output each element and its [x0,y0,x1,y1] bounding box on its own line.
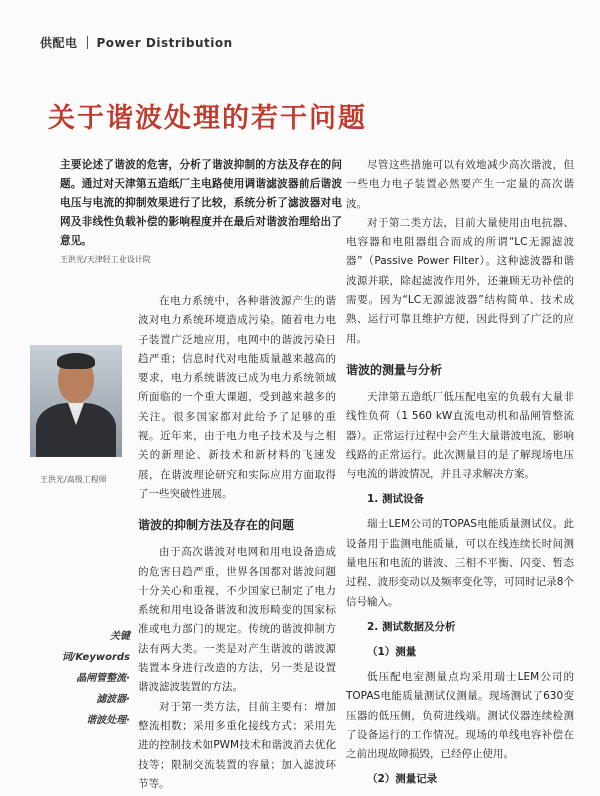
section-name-en: Power Distribution [96,36,233,50]
section-heading: 谐波的抑制方法及存在的问题 [138,518,295,533]
body-paragraph: 对于第二类方法，目前大量使用由电抗器、电容器和电阻器组合而成的所谓“LC无源滤波器”（Passive Power Filter）。这种滤波器和谐波源并联，除起滤波作用外，还兼顾无功补偿的需要。因为“LC无源滤波器”结构简单、技术成熟、运行可靠且维护方便，因此得到了广泛的应用。 [346,216,574,345]
subsection-heading: 1. 测试设备 [367,493,424,506]
body-paragraph: 瑞士LEM公司的TOPAS电能质量测试仪。此设备用于监测电能质量，可以在线连续长时间测量电压和电流的谐波、三相不平衡、闪变、暂态过程、波形变动以及频率变化等，可同时记录8个信号输入。 [346,518,574,608]
article-title: 关于谐波处理的若干问题 [48,103,367,134]
middle-column [138,292,336,794]
author-photo [30,345,122,457]
body-paragraph: 尽管这些措施可以有效地减少高次谐波，但一些电力电子装置必然要产生一定量的高次谐波。 [346,159,574,210]
keyword-item: 滤波器· [96,694,130,705]
right-column [346,156,574,795]
subsection-heading: 2. 测试数据及分析 [367,620,456,633]
body-paragraph: 对于第一类方法，目前主要有：增加整流相数；采用多重化接线方式；采用先进的控制技术如PWM技术和谐波消去优化技等；限制交流装置的容量；加入滤波环节等。 [138,700,336,790]
subsection-heading: （2）测量记录 [367,773,438,786]
body-paragraph: 天津第五造纸厂低压配电室的负载有大量非线性负荷（1 560 kW直流电动机和晶闸管整流器）。正常运行过程中会产生大量谐波电流，影响线路的正常运行。此次测量目的是了解现场电压与电流的谐波情况，并且寻求解决方案。 [346,390,574,481]
subsection-heading: （1）测量 [367,645,417,658]
abstract: 主要论述了谐波的危害，分析了谐波抑制的方法及存在的问题。通过对天津第五造纸厂主电路使用调谐滤波器前后谐波电压与电流的抑制效果进行了比较，系统分析了滤波器对电网及非线性负载补偿的影响程度并在最后对谐波治理给出了意见。 [60,159,342,247]
author-affiliation: 王洪光/天津轻工业设计院 [60,255,151,264]
intro-paragraph: 在电力系统中，各种谐波源产生的谐波对电力系统环境造成污染。随着电力电子装置广泛地应用，电网中的谐波污染日趋严重；信息时代对电能质量越来越高的要求，电力系统谐波已成为电力系统领域所面临的一个重大课题，受到越来越多的关注。很多国家都对此给予了足够的重视。近年来，由于电力电子技术及与之相关的新理论、新技术和新材料的飞速发展，在谐波理论研究和实际应用方面取得了一些突破性进展。 [138,295,336,500]
keywords-block [48,626,130,731]
keyword-item: 谐波处理· [86,715,130,726]
section-header [40,34,233,51]
header-divider [87,36,88,49]
body-paragraph: 低压配电室测量点均采用瑞士LEM公司的TOPAS电能质量测试仪测量。现场测试了630变压器的低压侧，负荷进线端。测试仪器连续检测了设备运行的工作情况。现场的单线电容补偿在之前出现故障损毁，已经停止使用。 [346,670,574,761]
section-name-cn: 供配电 [40,36,78,50]
body-paragraph: 由于高次谐波对电网和用电设备造成的危害日趋严重，世界各国都对谐波问题十分关心和重视，不少国家已制定了电力系统和用电设备谐波和波形畸变的国家标准或电力部门的规定。传统的谐波抑制方法有两大类。一类是对产生谐波的谐波源装置本身进行改造的方法，另一类是设置谐波滤波装置的方法。 [138,546,336,694]
keywords-title: 关键词/Keywords [61,631,130,663]
photo-caption: 王洪光/高级工程师 [40,475,107,484]
keyword-item: 晶闸管整流· [76,673,130,684]
section-heading: 谐波的测量与分析 [346,362,443,377]
